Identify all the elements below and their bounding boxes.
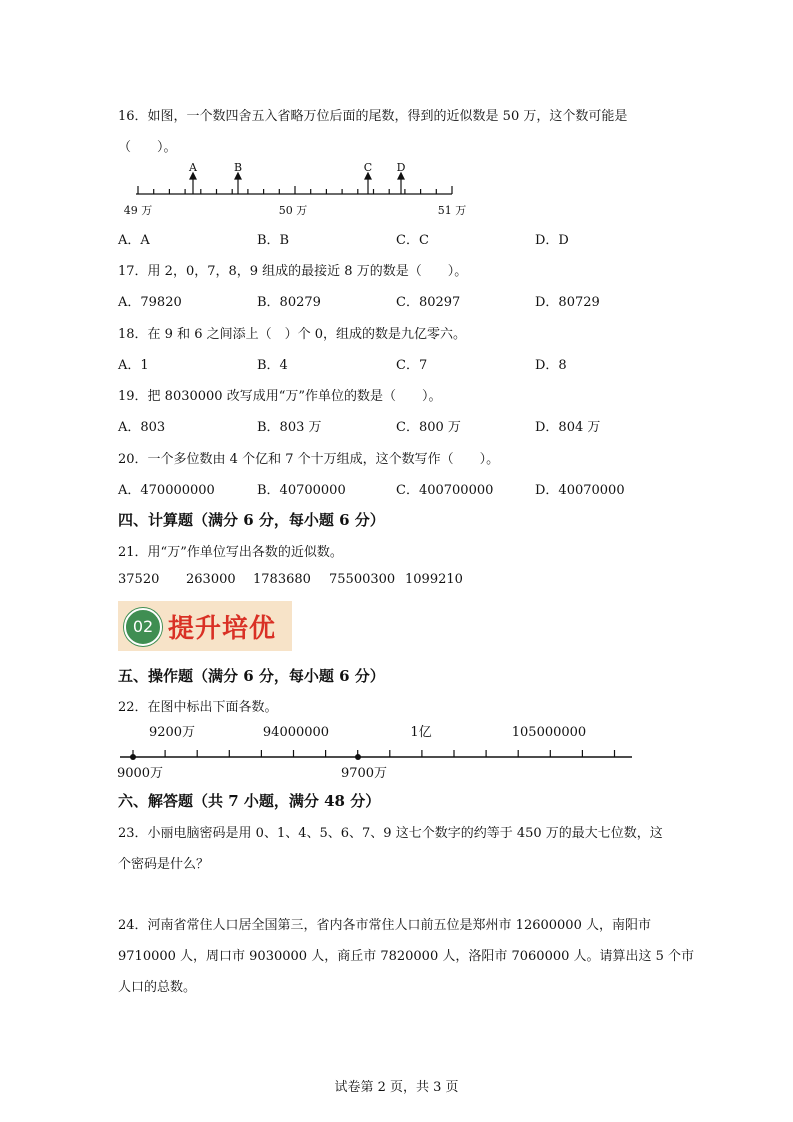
q17-option-a[interactable]: A．79820 [118, 295, 182, 310]
q23-line-1: 23．小丽电脑密码是用 0、1、4、5、6、7、9 这七个数字的约等于 450 万的最大七位数，这 [118, 826, 663, 841]
point-label-a: A [189, 161, 197, 174]
q21-stem: 21．用“万”作单位写出各数的近似数。 [118, 545, 343, 560]
section-badge [118, 601, 292, 651]
badge-number: 02 [124, 608, 162, 646]
section-6-heading: 六、解答题（共 7 小题，满分 48 分） [118, 792, 381, 810]
top-label-94000000: 94000000 [262, 725, 330, 740]
point-label-b: B [233, 161, 243, 174]
q22-stem: 22．在图中标出下面各数。 [118, 700, 278, 715]
q19-option-a[interactable]: A．803 [118, 420, 166, 435]
q19-option-d[interactable]: D．804 万 [535, 420, 601, 435]
q16-option-a[interactable]: A．A [118, 233, 150, 248]
top-label-1yi: 1亿 [410, 725, 432, 740]
q19-option-c[interactable]: C．800 万 [396, 420, 461, 435]
q19-option-b[interactable]: B．803 万 [257, 420, 322, 435]
q16-option-b[interactable]: B．B [257, 233, 290, 248]
point-9000 [130, 754, 136, 760]
badge-title: 提升培优 [168, 614, 277, 644]
page-footer: 试卷第 2 页，共 3 页 [334, 1080, 459, 1095]
axis-label-49: 49 万 [123, 204, 153, 217]
point-9700 [355, 754, 361, 760]
point-label-c: C [363, 161, 373, 174]
q24-line-3: 人口的总数。 [118, 980, 197, 995]
q21-number-3: 1783680 [253, 572, 311, 587]
q24-line-2: 9710000 人，周口市 9030000 人，商丘市 7820000 人，洛阳市 7060000 人。请算出这 5 个市 [118, 949, 695, 964]
top-label-105000000: 105000000 [511, 725, 587, 740]
q18-option-d[interactable]: D．8 [535, 358, 567, 373]
q20-stem: 20．一个多位数由 4 个亿和 7 个十万组成，这个数写作（ ）。 [118, 452, 500, 467]
q20-option-d[interactable]: D．40070000 [535, 483, 625, 498]
q18-stem: 18．在 9 和 6 之间添上（ ）个 0，组成的数是九亿零六。 [118, 327, 467, 342]
q17-option-b[interactable]: B．80279 [257, 295, 321, 310]
q17-option-c[interactable]: C．80297 [396, 295, 461, 310]
section-5-heading: 五、操作题（满分 6 分，每小题 6 分） [118, 667, 385, 685]
axis-label-50: 50 万 [278, 204, 308, 217]
top-label-9200: 9200万 [148, 725, 196, 740]
q20-option-c[interactable]: C．400700000 [396, 483, 494, 498]
section-4-heading: 四、计算题（满分 6 分，每小题 6 分） [118, 511, 385, 529]
q19-stem: 19．把 8030000 改写成用“万”作单位的数是（ ）。 [118, 389, 442, 404]
q16-stem-cont: （ ）。 [118, 140, 177, 155]
bottom-label-9000: 9000万 [116, 766, 164, 781]
q18-option-a[interactable]: A．1 [118, 358, 149, 373]
q21-number-2: 263000 [186, 572, 236, 587]
axis-label-51: 51 万 [437, 204, 467, 217]
q16-number-line [118, 160, 478, 220]
q18-option-b[interactable]: B．4 [257, 358, 288, 373]
bottom-label-9700: 9700万 [340, 766, 388, 781]
q18-option-c[interactable]: C．7 [396, 358, 428, 373]
point-label-d: D [396, 161, 406, 174]
q21-number-5: 1099210 [405, 572, 463, 587]
q17-option-d[interactable]: D．80729 [535, 295, 600, 310]
q21-number-1: 37520 [118, 572, 160, 587]
q23-line-2: 个密码是什么？ [118, 857, 210, 872]
q16-stem: 16．如图，一个数四舍五入省略万位后面的尾数，得到的近似数是 50 万，这个数可能是 [118, 109, 628, 124]
q24-line-1: 24．河南省常住人口居全国第三，省内各市常住人口前五位是郑州市 12600000 人，南阳市 [118, 918, 651, 933]
q16-option-d[interactable]: D．D [535, 233, 569, 248]
q20-option-a[interactable]: A．470000000 [118, 483, 215, 498]
q16-option-c[interactable]: C．C [396, 233, 429, 248]
q20-option-b[interactable]: B．40700000 [257, 483, 346, 498]
q21-number-4: 75500300 [329, 572, 396, 587]
q17-stem: 17．用 2，0，7，8，9 组成的最接近 8 万的数是（ ）。 [118, 264, 468, 279]
q22-number-line [112, 720, 642, 782]
